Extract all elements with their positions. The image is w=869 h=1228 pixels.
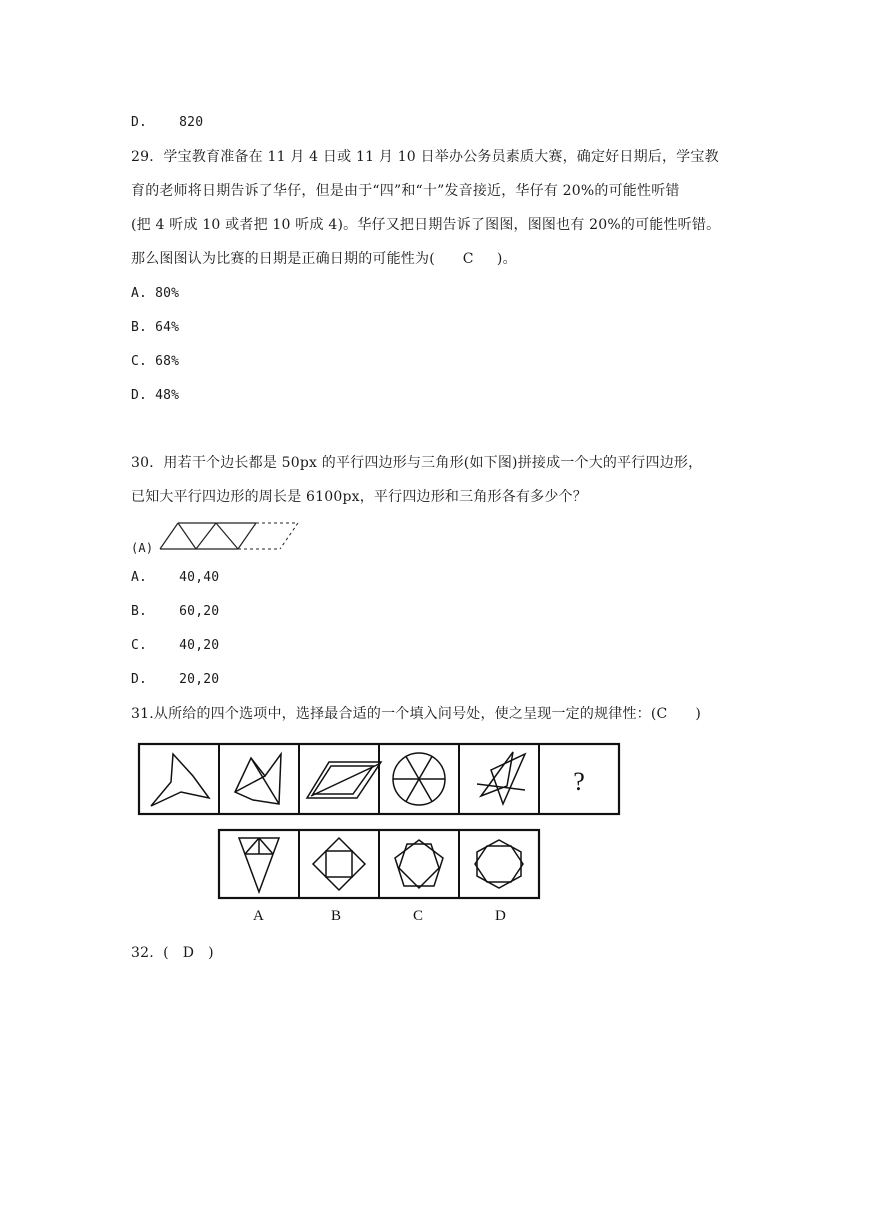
q31-sequence-row xyxy=(139,744,619,814)
q29-line-4: 那么图图认为比赛的日期是正确日期的可能性为( C )。 xyxy=(131,251,517,267)
q30-parallelogram-figure xyxy=(158,520,308,552)
q31-cell1-shape xyxy=(151,754,209,806)
q31-cell2-shape xyxy=(235,754,281,804)
q31-option-c-shape xyxy=(395,840,443,888)
q31-figure-puzzle xyxy=(135,740,635,930)
q31-option-d-shape xyxy=(475,840,523,888)
q30-option-d: D. 20,20 xyxy=(131,672,220,687)
q31-text: 31.从所给的四个选项中，选择最合适的一个填入问号处，使之呈现一定的规律性：(C ) xyxy=(131,706,701,722)
q31-options-row xyxy=(219,830,539,898)
q31-option-label-c: C xyxy=(413,908,424,924)
q29-option-c: C. 68% xyxy=(131,354,180,369)
q29-line-3: (把 4 听成 10 或者把 10 听成 4)。华仔又把日期告诉了图图，图图也有 20%的可能性听错。 xyxy=(131,217,721,233)
q31-option-b-shape xyxy=(313,838,365,890)
q30-line-2: 已知大平行四边形的周长是 6100px，平行四边形和三角形各有多少个？ xyxy=(131,489,587,505)
q31-option-label-d: D xyxy=(495,908,506,924)
q31-question-mark: ? xyxy=(573,767,585,796)
q32-text: 32. ( D ) xyxy=(131,945,214,961)
q31-cell5-shape xyxy=(477,752,525,804)
q31-option-label-b: B xyxy=(331,908,342,924)
q29-option-d: D. 48% xyxy=(131,388,180,403)
q29-line-2: 育的老师将日期告诉了华仔，但是由于“四”和“十”发音接近，华仔有 20%的可能性听错 xyxy=(131,183,680,199)
q28-option-d: D. 820 xyxy=(131,115,204,130)
q30-option-c: C. 40,20 xyxy=(131,638,220,653)
q30-line-1: 30．用若干个边长都是 50px 的平行四边形与三角形(如下图)拼接成一个大的平行四边形， xyxy=(131,455,703,471)
q30-option-a: A. 40,40 xyxy=(131,570,220,585)
q29-line-1: 29．学宝教育准备在 11 月 4 日或 11 月 10 日举办公务员素质大赛，确定好日期后，学宝教 xyxy=(131,149,719,165)
q31-cell3-shape xyxy=(307,762,381,798)
q30-option-b: B. 60,20 xyxy=(131,604,220,619)
q29-option-a: A. 80% xyxy=(131,286,180,301)
q30-figure-label: (A) xyxy=(131,541,154,555)
q31-option-a-shape xyxy=(239,838,279,892)
q31-cell4-shape xyxy=(393,753,445,805)
q29-option-b: B. 64% xyxy=(131,320,180,335)
q31-option-label-a: A xyxy=(253,908,264,924)
